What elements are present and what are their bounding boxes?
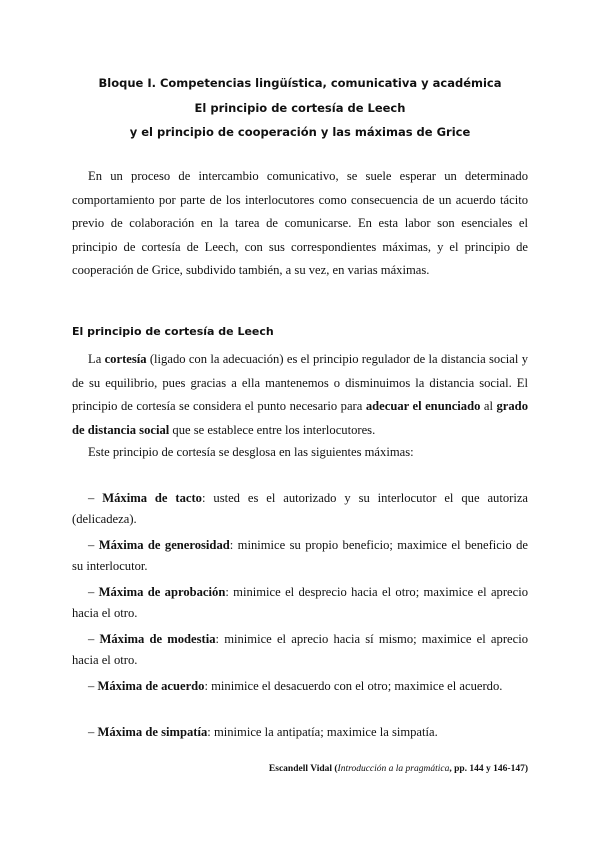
maxim-name: Máxima de acuerdo	[97, 679, 205, 693]
p1-text-e: al	[480, 399, 497, 414]
citation-author: Escandell Vidal (	[268, 764, 338, 774]
citation-pages: , pp. 144 y 146-147)	[449, 764, 528, 774]
maxim-name: Máxima de generosidad	[98, 538, 230, 552]
source-citation	[269, 764, 528, 774]
cortesia-paragraph	[72, 348, 528, 442]
title-line-3: y el principio de cooperación y las máximas de Grice	[129, 125, 471, 139]
p1-bold-adecuar: adecuar el enunciado	[365, 399, 481, 414]
maxim-text: : minimice la antipatía; maximice la simpatía.	[207, 725, 438, 739]
maxim-dash: –	[88, 491, 103, 505]
intro-text: En un proceso de intercambio comunicativo, se suele esperar un determinado comportamiento por parte de los interlocutores como consecuencia de un acuerdo tácito previo de colaboración en la tarea de comunicarse. En esta labor son esenciales el principio de cortesía de Leech, con sus correspondientes máximas, y el principio de cooperación de Grice, subdivido también, a su vez, en varias máximas.	[72, 169, 528, 278]
maxim-item	[72, 629, 528, 671]
maxim-dash: –	[88, 585, 99, 599]
maxim-text: : minimice su propio beneficio; maximice el beneficio de su interlocutor.	[72, 538, 528, 573]
maxim-item	[72, 722, 528, 743]
maxim-text: : usted es el autorizado y su interlocutor el que autoriza (delicadeza).	[72, 491, 528, 526]
p1-bold-grado: grado de distancia social	[72, 399, 528, 437]
maxim-dash: –	[88, 632, 100, 646]
p1-text-g: que se establece entre los interlocutores.	[169, 422, 376, 437]
section-heading: El principio de cortesía de Leech	[72, 325, 274, 338]
citation-book: Introducción a la pragmática	[337, 764, 450, 774]
title-line-1: Bloque I. Competencias lingüística, comunicativa y académica	[98, 76, 502, 90]
maxim-dash: –	[88, 679, 98, 693]
title-line-2: El principio de cortesía de Leech	[194, 100, 406, 115]
maxim-item	[72, 488, 528, 530]
maxim-name: Máxima de tacto	[102, 491, 202, 505]
maxim-name: Máxima de aprobación	[98, 585, 226, 599]
p1-bold-cortesia: cortesía	[104, 352, 147, 366]
maxim-item	[72, 582, 528, 624]
maxim-text: : minimice el desacuerdo con el otro; maximice el acuerdo.	[204, 679, 503, 693]
document-title	[72, 71, 528, 145]
maxim-dash: –	[88, 538, 99, 552]
desglose-paragraph: Este principio de cortesía se desglosa en las siguientes máximas:	[88, 445, 414, 459]
p1-text-c: (ligado con la adecuación) es el principio regulador de la distancia social y de su equilibrio, pues gracias a ella mantenemos o disminuimos la distancia social. El principio de cortesía se considera el punto necesario para	[72, 352, 528, 414]
maxim-text: : minimice el aprecio hacia sí mismo; maximice el aprecio hacia el otro.	[72, 632, 528, 667]
maxim-dash: –	[88, 725, 98, 739]
maxim-item	[72, 535, 528, 577]
maxim-name: Máxima de modestia	[99, 632, 216, 646]
maxim-item	[72, 676, 528, 697]
maxim-name: Máxima de simpatía	[97, 725, 208, 739]
maxim-text: : minimice el desprecio hacia el otro; maximice el aprecio hacia el otro.	[72, 585, 528, 620]
p1-text-a: La	[88, 352, 105, 366]
intro-paragraph	[72, 165, 528, 283]
